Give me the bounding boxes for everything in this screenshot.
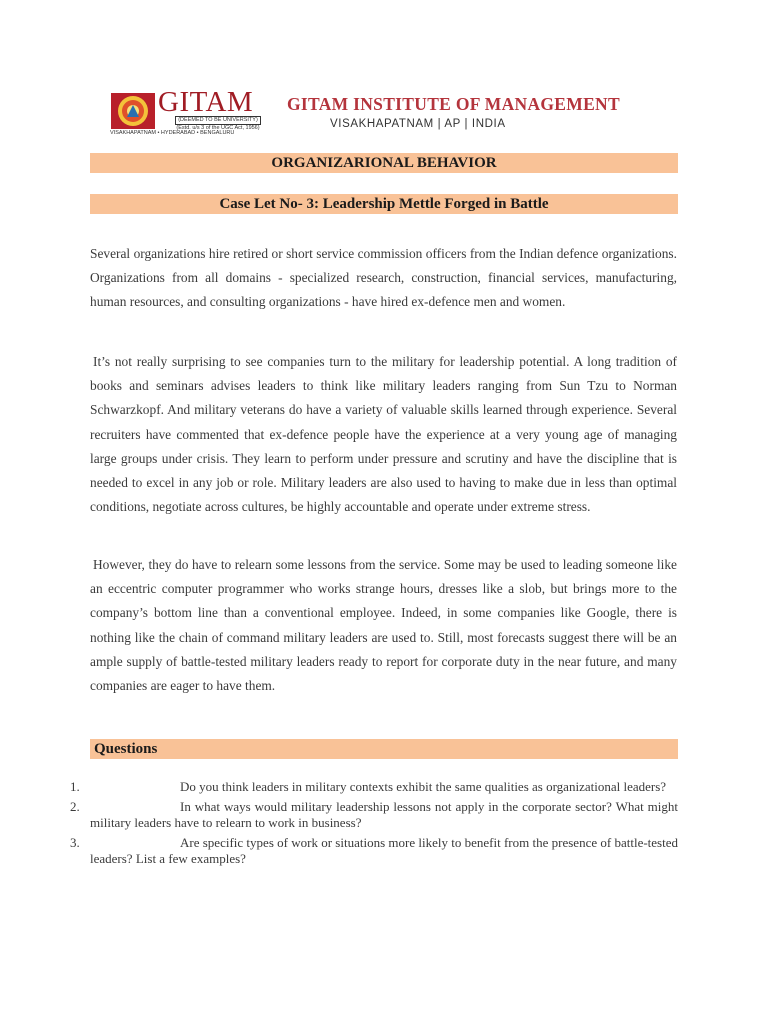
question-text: Do you think leaders in military contexts exhibit the same qualities as organizational leaders?	[180, 779, 667, 794]
question-text: In what ways would military leadership lessons not apply in the corporate sector? What might military leaders have to relearn to work in business?	[90, 799, 678, 830]
institute-name: GITAM INSTITUTE OF MANAGEMENT	[287, 94, 620, 114]
logo-wordmark: GITAM	[158, 86, 254, 118]
paragraph-2: It’s not really surprising to see companies turn to the military for leadership potential. A long tradition of books and seminars advises leaders to think like military leaders ranging from Sun Tzu to Norman Schwarzkopf. And military veterans do have a variety of valuable skills learned through experience. Several recruiters have commented that ex-defence people have the experience at a very young age of managing large groups under crisis. They learn to perform under pressure and scrutiny and have the discipline that is needed to excel in any job or role. Military leaders are also used to having to make due in less than optimal conditions, negotiate across cultures, be highly accountable and operate under extreme stress.	[90, 354, 677, 515]
institute-location: VISAKHAPATNAM | AP | INDIA	[330, 118, 506, 130]
course-title: ORGANIZARIONAL BEHAVIOR	[90, 153, 678, 173]
page-header	[108, 86, 668, 140]
question-item	[70, 779, 678, 795]
paragraph-1: Several organizations hire retired or short service commission officers from the Indian defence organizations. Organizations from all domains - specialized research, construction, financial services, manufacturing, human resources, and consulting organizations - have hired ex-defence men and women.	[90, 246, 677, 310]
case-title: Case Let No- 3: Leadership Mettle Forged in Battle	[90, 194, 678, 214]
question-item	[70, 799, 678, 831]
questions-heading: Questions	[90, 739, 678, 759]
logo-campuses: VISAKHAPATNAM • HYDERABAD • BENGALURU	[110, 130, 235, 136]
paragraph-3: However, they do have to relearn some lessons from the service. Some may be used to leading someone like an eccentric computer programmer who works strange hours, dresses like a slob, but brings more to the company’s bottom line than a conventional employee. Indeed, in some companies like Google, there is nothing like the chain of command military leaders are used to. Still, most forecasts suggest there will be an ample supply of battle-tested military leaders ready to report for corporate duty in the near future, and many companies are eager to have them.	[90, 557, 677, 694]
question-number: 1.	[70, 779, 80, 794]
questions-list	[70, 779, 678, 867]
question-text: Are specific types of work or situations more likely to benefit from the presence of battle-tested leaders? List a few examples?	[90, 835, 678, 866]
question-number: 2.	[70, 799, 80, 814]
gitam-logo	[108, 86, 278, 136]
logo-deemed-text: (DEEMED TO BE UNIVERSITY) (Estd. u/s 3 of the UGC Act, 1956)	[176, 117, 260, 131]
question-number: 3.	[70, 835, 80, 850]
gitam-seal-icon	[111, 93, 155, 129]
question-item	[70, 835, 678, 867]
